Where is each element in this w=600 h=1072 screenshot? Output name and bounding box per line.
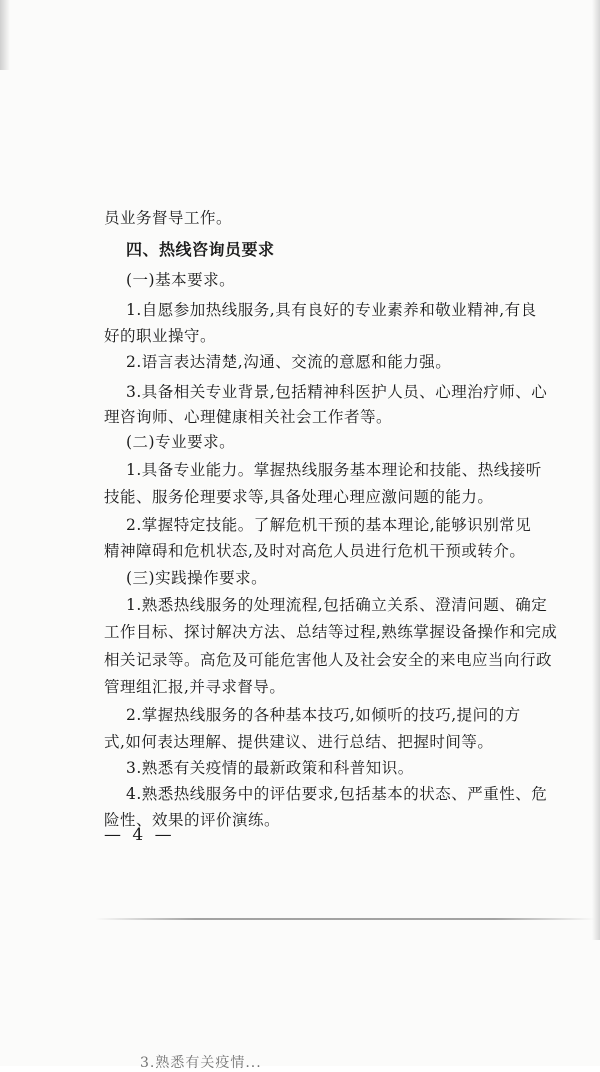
page-edge-line [95,918,595,920]
text-line: 1.具备专业能力。掌握热线服务基本理论和技能、热线接听 [126,461,542,479]
text-line: 管理组汇报,并寻求督导。 [104,678,286,696]
text-line: 2.语言表达清楚,沟通、交流的意愿和能力强。 [126,353,452,371]
scan-shadow-left [0,0,10,70]
text-line: 险性、效果的评价演练。 [104,811,281,829]
text-line: 1.自愿参加热线服务,具有良好的专业素养和敬业精神,有良 [126,301,537,319]
text-line: 3.具备相关专业背景,包括精神科医护人员、心理治疗师、心 [126,383,548,401]
subsection-heading: (一)基本要求。 [126,271,236,289]
text-line: 工作目标、探讨解决方法、总结等过程,熟练掌握设备操作和完成 [104,623,558,641]
scan-shadow-right [592,0,600,940]
subsection-heading: (三)实践操作要求。 [126,569,268,587]
next-page-fragment: 3.熟悉有关疫情... [140,1055,262,1071]
text-line: 2.掌握热线服务的各种基本技巧,如倾听的技巧,提问的方 [126,706,521,724]
text-line: 式,如何表达理解、提供建议、进行总结、把握时间等。 [104,733,494,751]
text-line: 理咨询师、心理健康相关社会工作者等。 [104,408,393,426]
text-line: 3.熟悉有关疫情的最新政策和科普知识。 [126,759,414,777]
text-line: 2.掌握特定技能。了解危机干预的基本理论,能够识别常见 [126,516,532,534]
text-line: 员业务督导工作。 [104,209,233,227]
text-line: 4.熟悉热线服务中的评估要求,包括基本的状态、严重性、危 [126,785,548,803]
section-heading: 四、热线咨询员要求 [126,240,275,259]
text-line: 好的职业操守。 [104,327,217,345]
subsection-heading: (二)专业要求。 [126,433,236,451]
text-line: 技能、服务伦理要求等,具备处理心理应激问题的能力。 [104,488,494,506]
page-number: — 4 — [104,825,175,845]
text-line: 精神障碍和危机状态,及时对高危人员进行危机干预或转介。 [104,542,526,560]
text-line: 相关记录等。高危及可能危害他人及社会安全的来电应当向行政 [104,651,553,669]
text-line: 1.熟悉热线服务的处理流程,包括确立关系、澄清问题、确定 [126,596,548,614]
